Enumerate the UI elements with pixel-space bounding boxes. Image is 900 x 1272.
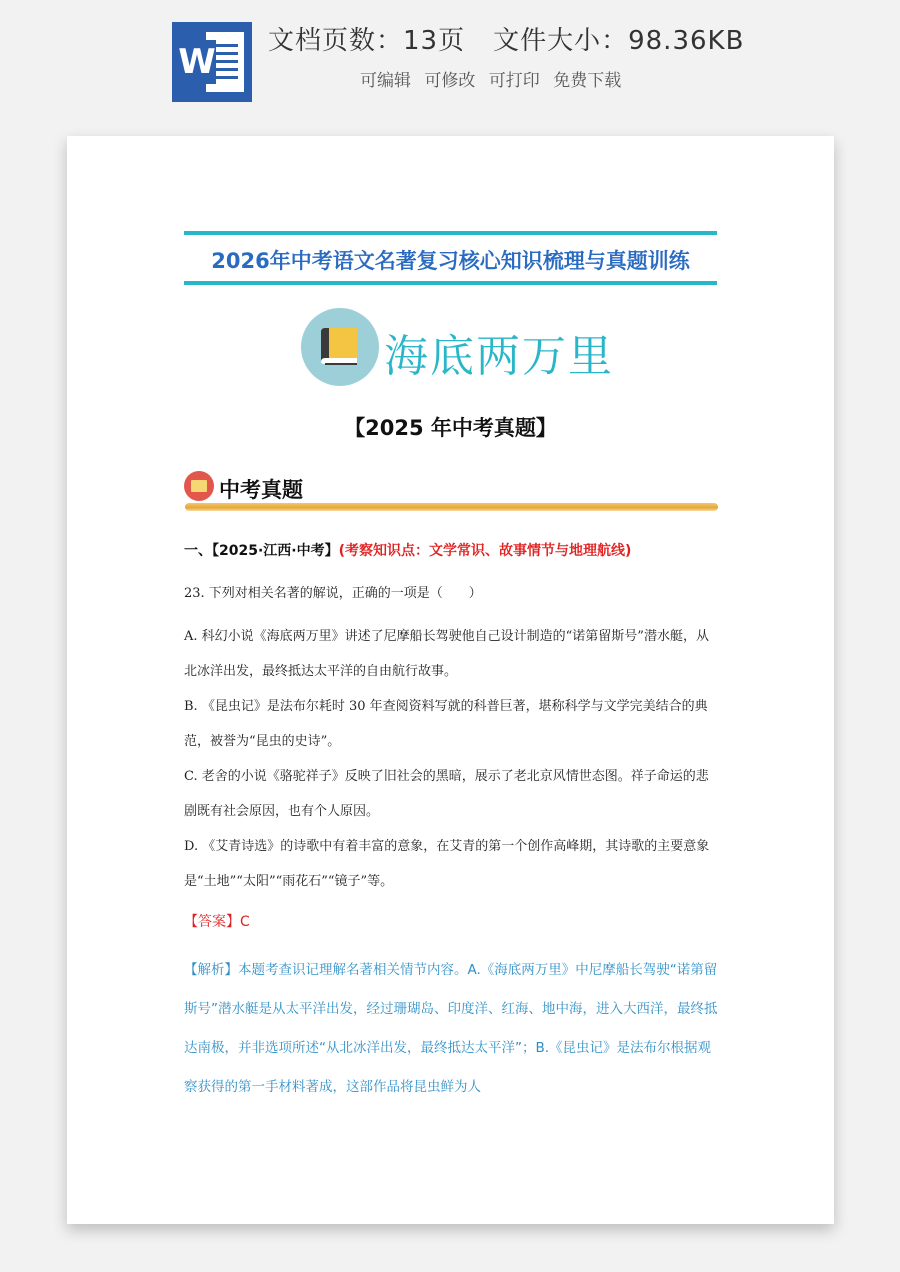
exam-heading: 【2025 年中考真题】 (344, 416, 557, 440)
section-label: 中考真题 (219, 478, 303, 502)
question-stem: 23. 下列对相关名著的解说，正确的一项是（ ） (184, 586, 482, 601)
folder-icon (184, 471, 214, 501)
question-source: 一、【2025·江西·中考】 (184, 543, 339, 559)
book-title: 海底两万里 (384, 331, 614, 382)
section-divider (185, 503, 718, 511)
title-band (184, 231, 717, 285)
option-d: D. 《艾青诗选》的诗歌中有着丰富的意象，在艾青的第一个创作高峰期，其诗歌的主要意象是“土地”“太阳”“雨花石”“镜子”等。 (184, 839, 710, 889)
features-line: 可编辑 可修改 可打印 免费下载 (360, 71, 622, 91)
word-icon: W (172, 22, 252, 102)
analysis: 【解析】本题考查识记理解名著相关情节内容。A.《海底两万里》中尼摩船长驾驶“诺第留斯号”潜水艇是从太平洋出发，经过珊瑚岛、印度洋、红海、地中海，进入大西洋，最终抵达南极，并非选项所述“从北冰洋出发，最终抵达太平洋”；B.《昆虫记》是法布尔根据观察获得的第一手材料著成，这部作品将昆虫鲜为人 (184, 962, 718, 1095)
page-count: 文档页数：13页 (268, 26, 466, 56)
file-size: 文件大小：98.36KB (493, 26, 745, 56)
option-b: B. 《昆虫记》是法布尔耗时 30 年查阅资料写就的科普巨著，堪称科学与文学完美结合的典范，被誉为“昆虫的史诗”。 (184, 699, 708, 749)
option-a: A. 科幻小说《海底两万里》讲述了尼摩船长驾驶他自己设计制造的“诺第留斯号”潜水艇，从北冰洋出发，最终抵达太平洋的自由航行故事。 (184, 629, 709, 679)
answer: 【答案】C (184, 914, 250, 930)
option-c: C. 老舍的小说《骆驼祥子》反映了旧社会的黑暗，展示了老北京风情世态图。祥子命运的悲剧既有社会原因，也有个人原因。 (184, 769, 709, 819)
knowledge-points: (考察知识点：文学常识、故事情节与地理航线) (338, 543, 632, 559)
document-title: 2026年中考语文名著复习核心知识梳理与真题训练 (211, 249, 690, 273)
book-icon (301, 308, 379, 386)
file-meta (268, 20, 744, 57)
document-page (67, 136, 834, 1224)
download-header (0, 0, 900, 130)
question-heading (184, 540, 631, 560)
